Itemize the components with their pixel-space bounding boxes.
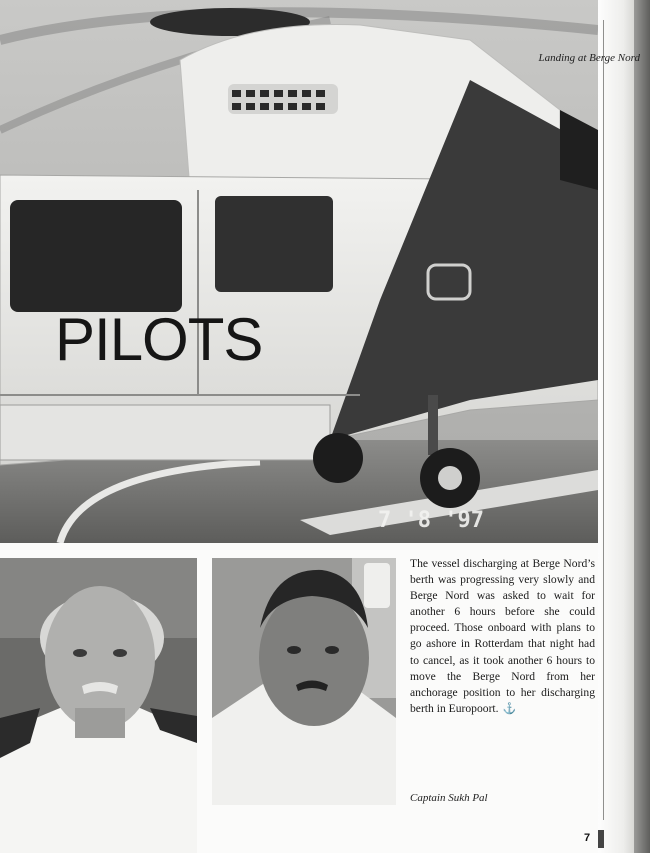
date-stamp: 7 '8 '97 bbox=[378, 508, 484, 533]
article-body-text: The vessel discharging at Berge Nord’s berth was progressing very slowly and Berge Nord was asked to wait for another 6 hours before she could proceed. Those onboard with plans to go ashore in Rotterdam that night had to cancel, as it took another 6 hours to move the Berge Nord from her anchorage position to her discharging berth in Europoort. bbox=[410, 557, 595, 715]
column-rule bbox=[603, 20, 604, 820]
scan-edge bbox=[634, 0, 650, 853]
photo-caption-helicopter: Landing at Berge Nord bbox=[538, 52, 640, 64]
crew-portrait-right bbox=[212, 558, 396, 805]
anchor-icon: ⚓ bbox=[502, 702, 517, 715]
photo-caption-captain: Captain Sukh Pal bbox=[410, 792, 488, 804]
article-body bbox=[410, 556, 595, 717]
page-number: 7 bbox=[584, 832, 591, 844]
fuselage-lettering: PILOTS bbox=[55, 306, 263, 373]
crew-portrait-left bbox=[0, 558, 197, 853]
page-tab bbox=[598, 830, 604, 848]
